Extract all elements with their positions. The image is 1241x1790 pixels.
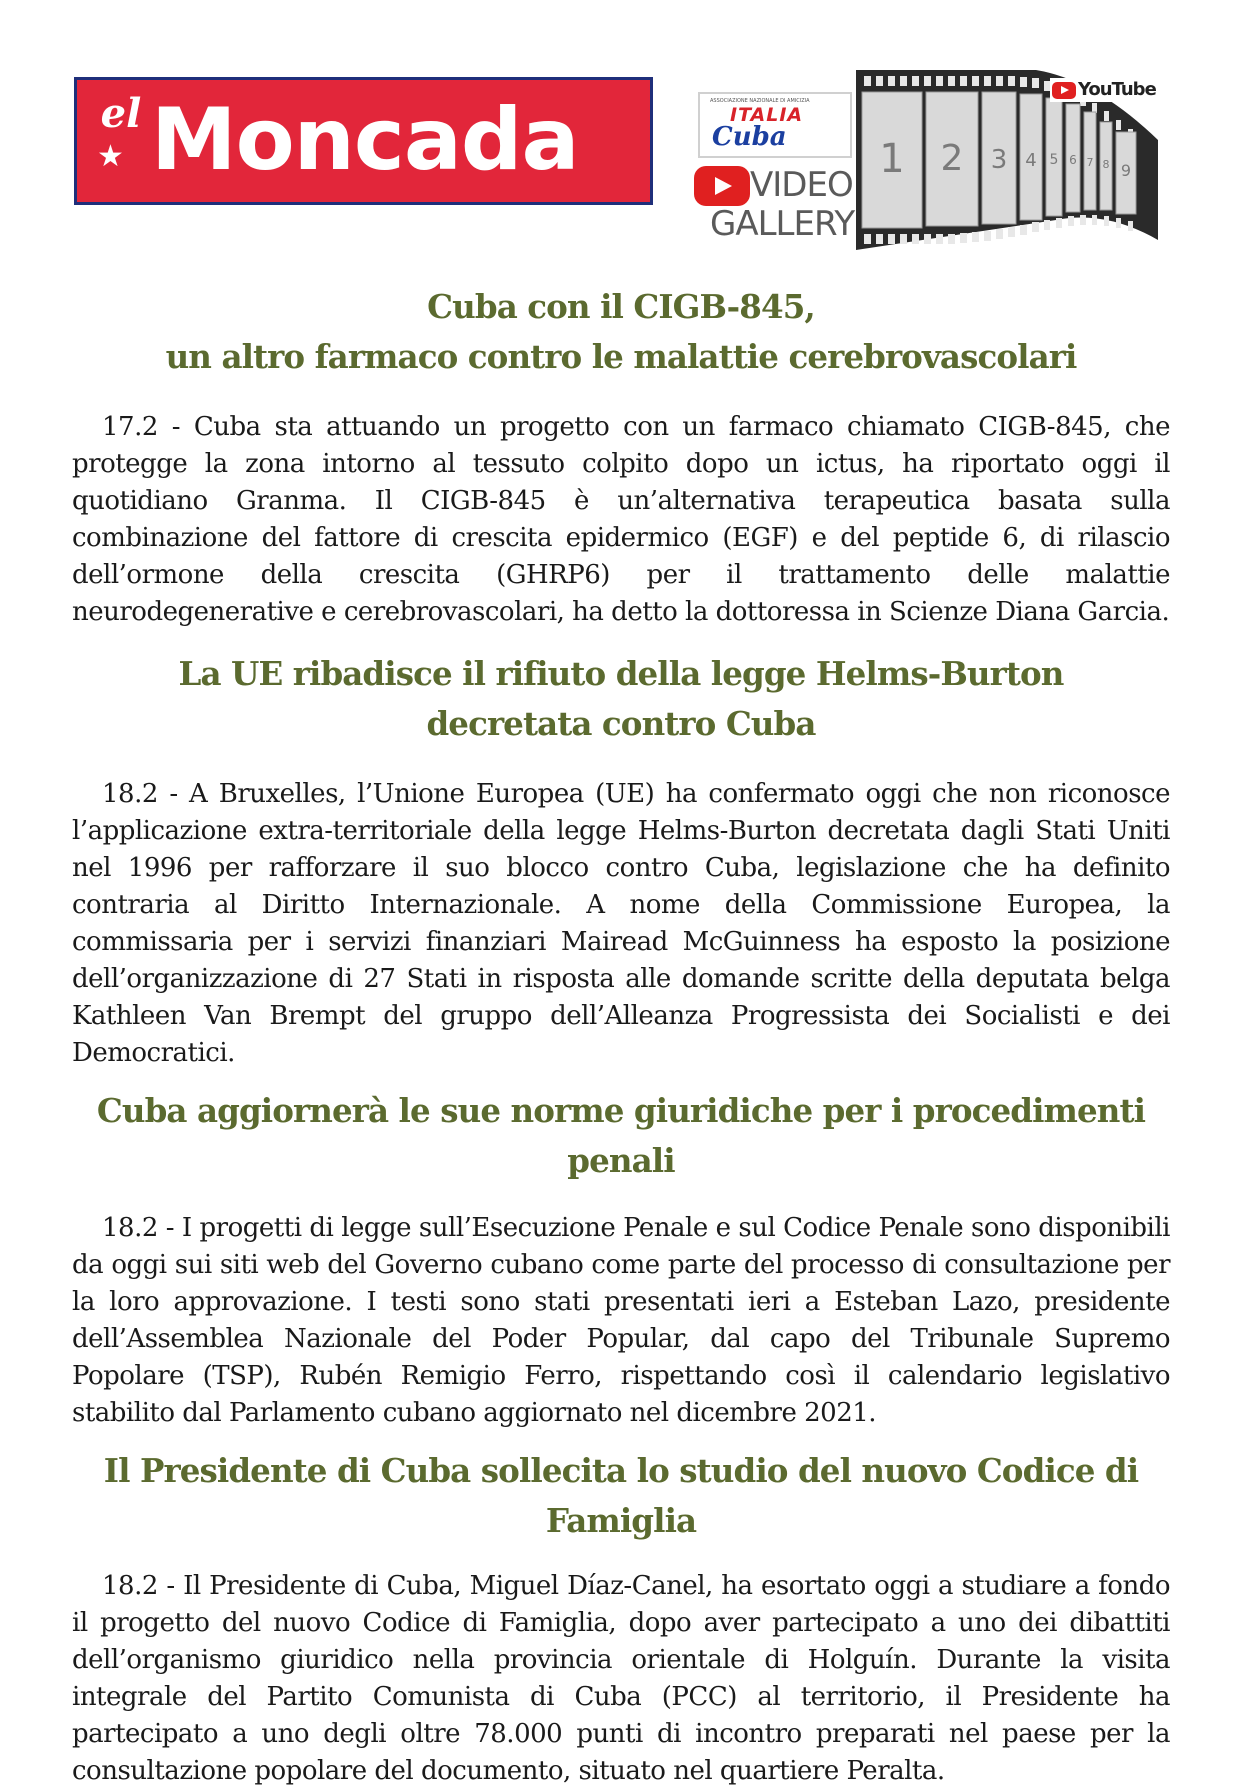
association-line: ASSOCIAZIONE NAZIONALE DI AMICIZIA (710, 98, 810, 104)
video-gallery-banner[interactable] (688, 70, 1158, 250)
article-headline (72, 649, 1170, 749)
article-headline (72, 1446, 1170, 1546)
film-number-2: 2 (940, 138, 964, 179)
headline-line: un altro farmaco contro le malattie cerebrovascolari (165, 337, 1077, 376)
masthead-title: Moncada (151, 90, 579, 190)
star-icon: ★ (97, 139, 124, 174)
film-number-9: 9 (1120, 161, 1132, 180)
articles-column (72, 282, 1170, 1790)
article-body: 18.2 - Il Presidente di Cuba, Miguel Díaz-Canel, ha esortato oggi a studiare a fondo il progetto del nuovo Codice di Famiglia, dopo aver partecipato a uno dei dibattiti dell’organismo giuridico nella provincia orientale di Holguín. Durante la visita integrale del Partito Comunista di Cuba (PCC) al territorio, il Presidente ha partecipato a uno degli oltre 78.000 punti di incontro preparati nel paese per la consultazione popolare del documento, situato nel quartiere Peralta. (72, 1571, 1170, 1786)
headline-line: La UE ribadisce il rifiuto della legge Helms-Burton (178, 654, 1064, 693)
article-headline (72, 282, 1170, 382)
film-number-4: 4 (1025, 150, 1037, 171)
article-body: 18.2 - I progetti di legge sull’Esecuzione Penale e sul Codice Penale sono disponibili da oggi sui siti web del Governo cubano come parte del processo di consultazione per la loro approvazione. I testi sono stati presentati ieri a Esteban Lazo, presidente dell’Assemblea Nazionale del Poder Popular, dal capo del Tribunale Supremo Popolare (TSP), Rubén Remigio Ferro, rispettando così il calendario legislativo stabilito dal Parlamento cubano aggiornato nel dicembre 2021. (72, 1213, 1170, 1428)
article-codice-famiglia (72, 1446, 1170, 1790)
youtube-text: YouTube (1078, 79, 1156, 100)
italia-cuba-logo (698, 92, 852, 158)
film-number-5: 5 (1049, 152, 1059, 168)
youtube-play-icon (694, 166, 750, 206)
film-number-8: 8 (1102, 158, 1110, 171)
article-body: 17.2 - Cuba sta attuando un progetto con un farmaco chiamato CIGB-845, che protegge la zona intorno al tessuto colpito dopo un ictus, ha riportato oggi il quotidiano Granma. Il CIGB-845 è un’alternativa terapeutica basata sulla combinazione del fattore di crescita epidermico (EGF) e del peptide 6, di rilascio dell’ormone della crescita (GHRP6) per il trattamento delle malattie neurodegenerative e cerebrovascolari, ha detto la dottoressa in Scienze Diana Garcia. (72, 412, 1170, 627)
el-moncada-logo (74, 77, 653, 205)
article-helms-burton (72, 649, 1170, 1072)
headline-line: Cuba con il CIGB-845, (427, 287, 815, 326)
article-headline (72, 1086, 1170, 1186)
headline-line: decretata contro Cuba (426, 704, 816, 743)
gallery-label: GALLERY (710, 204, 855, 244)
youtube-icon (1052, 82, 1076, 99)
youtube-logo (1050, 78, 1156, 102)
film-number-3: 3 (990, 145, 1008, 175)
cuba-word: Cuba (712, 122, 787, 152)
article-norme-giuridiche (72, 1086, 1170, 1432)
italia-word: ITALIA (730, 104, 804, 126)
film-number-7: 7 (1086, 156, 1094, 169)
film-number-6: 6 (1069, 153, 1077, 167)
article-cigb-845 (72, 282, 1170, 631)
headline-line: Il Presidente di Cuba sollecita lo studio del nuovo Codice di Famiglia (103, 1451, 1139, 1540)
headline-line: Cuba aggiornerà le sue norme giuridiche per i procedimenti penali (96, 1091, 1146, 1180)
video-label: VIDEO (750, 165, 853, 205)
masthead-el: el (100, 90, 142, 137)
article-body: 18.2 - A Bruxelles, l’Unione Europea (UE) ha confermato oggi che non riconosce l’applicazione extra-territoriale della legge Helms-Burton decretata dagli Stati Uniti nel 1996 per rafforzare il suo blocco contro Cuba, legislazione che ha definito contraria al Diritto Internazionale. A nome della Commissione Europea, la commissaria per i servizi finanziari Mairead McGuinness ha esposto la posizione dell’organizzazione di 27 Stati in risposta alle domande scritte della deputata belga Kathleen Van Brempt del gruppo dell’Alleanza Progressista dei Socialisti e dei Democratici. (72, 779, 1170, 1068)
film-number-1: 1 (879, 136, 905, 182)
